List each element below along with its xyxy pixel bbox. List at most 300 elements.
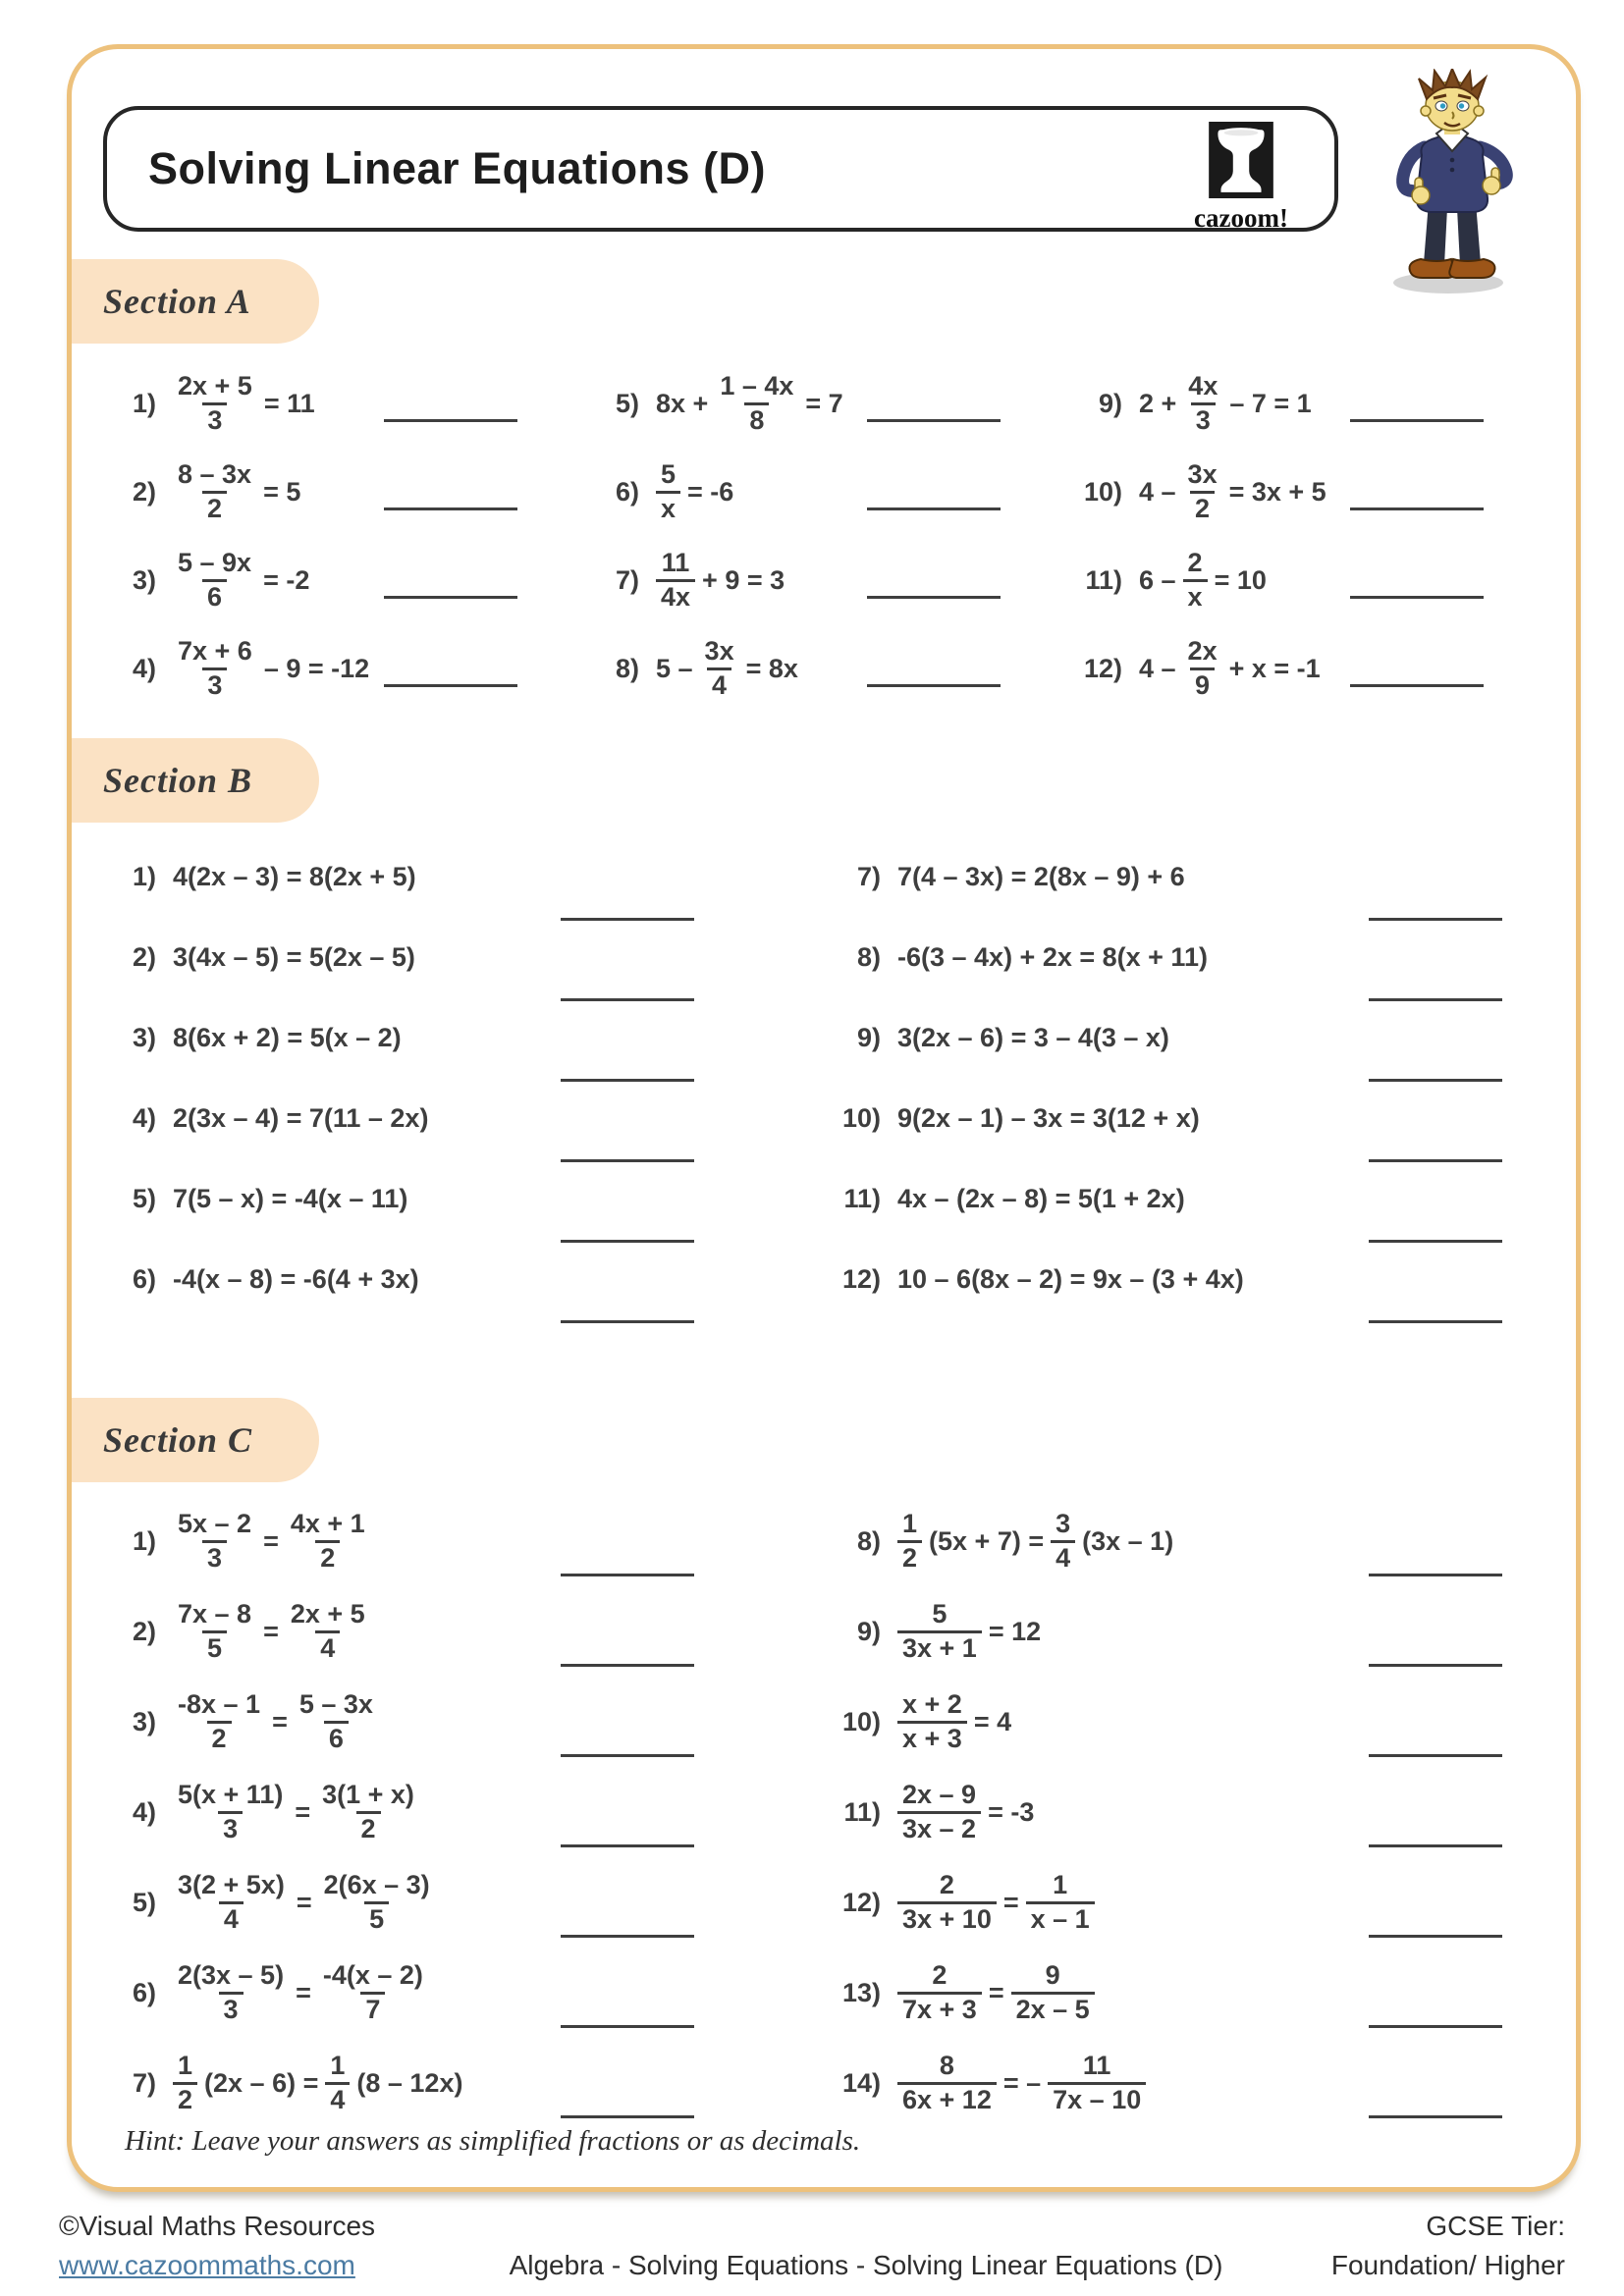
problem-number: 2)	[132, 476, 156, 507]
numerator: 2	[1187, 547, 1203, 577]
djembe-drum-icon	[1209, 122, 1273, 203]
equation-text: + 9 = 3	[702, 564, 785, 595]
problem-row	[824, 1496, 1548, 1586]
denominator: 4	[325, 2082, 350, 2116]
equation	[897, 1023, 1169, 1053]
equation-text: 4 –	[1139, 653, 1176, 683]
numerator: 2x + 5	[178, 370, 252, 400]
problem-row	[99, 1239, 824, 1319]
answer-line	[867, 419, 1001, 422]
sections-container	[99, 259, 1548, 2128]
equation-text: =	[1002, 1887, 1019, 1917]
equation-text: (2x – 6) =	[204, 2067, 319, 2098]
problem-row	[1065, 359, 1548, 448]
fraction	[325, 2051, 350, 2116]
problem-row	[824, 1767, 1548, 1857]
equation	[173, 942, 415, 973]
fraction	[1026, 1870, 1095, 1936]
problem-row	[99, 1948, 824, 2038]
problem-number: 12)	[841, 1263, 881, 1294]
fraction	[319, 1870, 435, 1936]
equation	[173, 1599, 370, 1665]
equation-text: – 9 = -12	[263, 653, 370, 683]
equation-text: = -2	[263, 564, 310, 595]
fraction	[1183, 459, 1222, 525]
equation-text: = 11	[263, 388, 315, 418]
denominator: 6	[324, 1721, 349, 1755]
equation-text: = 10	[1214, 564, 1267, 595]
problem-row	[99, 836, 824, 917]
problem-number: 6)	[132, 1263, 156, 1294]
problem-column	[99, 1496, 824, 2128]
fraction	[173, 459, 256, 525]
website-link[interactable]: www.cazoommaths.com	[59, 2250, 355, 2280]
numerator: 4x	[1188, 370, 1218, 400]
denominator: 2	[173, 2082, 197, 2116]
equation-text: 3(2x – 6) = 3 – 4(3 – x)	[897, 1022, 1169, 1052]
equation	[173, 1509, 370, 1575]
numerator: 2(6x – 3)	[323, 1869, 430, 1899]
fraction	[173, 1960, 289, 2026]
denominator: 3	[219, 1992, 244, 2026]
answer-line	[384, 507, 517, 510]
equation-text: = 4	[973, 1706, 1012, 1736]
denominator: 9	[1190, 667, 1215, 702]
equation-text: =	[295, 1796, 311, 1827]
numerator: 3	[1056, 1508, 1071, 1538]
numerator: 5x – 2	[178, 1508, 252, 1538]
denominator: 8	[744, 402, 769, 437]
problem-column	[99, 836, 824, 1319]
problem-number: 12)	[1083, 653, 1122, 683]
numerator: 3x	[1187, 458, 1218, 489]
denominator: 6	[202, 579, 227, 614]
equation-text: =	[296, 1977, 311, 2007]
numerator: 3(1 + x)	[322, 1779, 414, 1809]
denominator: x	[1183, 579, 1208, 614]
equation-text: 6 –	[1139, 564, 1176, 595]
equation-text: = 8x	[745, 653, 798, 683]
numerator: 5	[661, 458, 677, 489]
equation-text: -4(x – 8) = -6(4 + 3x)	[173, 1263, 419, 1294]
equation	[897, 1780, 1034, 1845]
fraction	[656, 459, 680, 525]
answer-line	[561, 1844, 694, 1847]
problem-number: 8)	[615, 653, 639, 683]
denominator: 6x + 12	[897, 2082, 997, 2116]
problem-column	[824, 1496, 1548, 2128]
problem-row	[824, 1857, 1548, 1948]
problem-number: 6)	[615, 476, 639, 507]
equation	[897, 1103, 1200, 1134]
equation-text: =	[263, 1616, 279, 1646]
equation	[173, 1264, 419, 1295]
equation-text: = 7	[805, 388, 843, 418]
problem-number: 12)	[841, 1887, 881, 1917]
problem-number: 7)	[132, 2067, 156, 2098]
equation-text: 4 –	[1139, 476, 1176, 507]
equation-text: 3(4x – 5) = 5(2x – 5)	[173, 941, 415, 972]
problem-number: 10)	[841, 1102, 881, 1133]
equation	[1139, 548, 1267, 614]
problem-row	[824, 917, 1548, 997]
fraction	[715, 371, 798, 437]
answer-line	[384, 596, 517, 599]
answer-line	[561, 1574, 694, 1576]
answer-line	[1369, 2115, 1502, 2118]
equation-text: 2(3x – 4) = 7(11 – 2x)	[173, 1102, 429, 1133]
equation	[173, 1689, 378, 1755]
answer-line	[561, 1320, 694, 1323]
denominator: 5	[202, 1630, 227, 1665]
section-columns	[99, 836, 1548, 1319]
footer-breadcrumb: Algebra - Solving Equations - Solving Linear Equations (D)	[509, 2250, 1223, 2280]
numerator: 7x + 6	[178, 635, 252, 666]
problem-row	[1065, 448, 1548, 536]
denominator: 7x + 3	[897, 1992, 982, 2026]
numerator: 11	[661, 547, 690, 577]
denominator: 4	[219, 1901, 244, 1936]
problem-row	[99, 1078, 824, 1158]
denominator: 4x	[656, 579, 695, 614]
equation-text: -6(3 – 4x) + 2x = 8(x + 11)	[897, 941, 1208, 972]
footer-right	[1261, 2211, 1565, 2281]
equation-text: = -3	[988, 1796, 1035, 1827]
problem-row	[582, 624, 1065, 713]
problem-number: 4)	[132, 1796, 156, 1827]
denominator: 2	[897, 1540, 922, 1575]
problem-number: 1)	[132, 861, 156, 891]
problem-number: 1)	[132, 388, 156, 418]
denominator: 3	[218, 1811, 243, 1845]
equation-text: 7(4 – 3x) = 2(8x – 9) + 6	[897, 861, 1185, 891]
problem-row	[99, 448, 582, 536]
problem-number: 1)	[132, 1525, 156, 1556]
answer-line	[1369, 1754, 1502, 1757]
problem-column	[582, 359, 1065, 713]
numerator: 1	[902, 1508, 918, 1538]
problem-number: 7)	[615, 564, 639, 595]
denominator: 3	[202, 667, 227, 702]
problem-row	[824, 1586, 1548, 1677]
numerator: 8	[939, 2050, 954, 2080]
problem-row	[99, 1586, 824, 1677]
denominator: 4	[707, 667, 731, 702]
numerator: 2x – 9	[902, 1779, 977, 1809]
fraction	[173, 1870, 290, 1936]
page-title: Solving Linear Equations (D)	[148, 143, 767, 193]
section-a	[99, 259, 1548, 713]
numerator: 1	[330, 2050, 346, 2080]
fraction	[173, 1509, 256, 1575]
problem-number: 3)	[132, 1022, 156, 1052]
problem-row	[824, 836, 1548, 917]
numerator: 5	[932, 1598, 947, 1629]
problem-row	[99, 624, 582, 713]
equation	[173, 1780, 419, 1845]
problem-row	[99, 359, 582, 448]
problem-number: 6)	[132, 1977, 156, 2007]
denominator: 5	[364, 1901, 389, 1936]
problem-row	[824, 2038, 1548, 2128]
numerator: 2	[939, 1869, 954, 1899]
equation	[656, 548, 785, 614]
denominator: 2	[207, 1721, 232, 1755]
answer-line	[561, 1935, 694, 1938]
equation-text: 4(2x – 3) = 8(2x + 5)	[173, 861, 416, 891]
gcse-tier-label: GCSE Tier:	[1426, 2211, 1565, 2241]
equation	[897, 1184, 1185, 1214]
answer-line	[384, 684, 517, 687]
denominator: 3x + 1	[897, 1630, 982, 1665]
cazoom-logo	[1177, 122, 1305, 234]
numerator: 9	[1045, 1959, 1060, 1990]
denominator: x – 1	[1026, 1901, 1095, 1936]
problem-row	[99, 2038, 824, 2128]
footer-left	[59, 2211, 471, 2281]
gcse-tier-value: Foundation/ Higher	[1330, 2250, 1565, 2280]
answer-line	[1369, 1844, 1502, 1847]
numerator: -4(x – 2)	[322, 1959, 423, 1990]
fraction	[1011, 1960, 1095, 2026]
answer-line	[384, 419, 517, 422]
numerator: 5 – 3x	[298, 1688, 373, 1719]
cazoom-logo-text: cazoom!	[1194, 203, 1288, 233]
equation-text: 7(5 – x) = -4(x – 11)	[173, 1183, 408, 1213]
answer-line	[1350, 596, 1484, 599]
numerator: 11	[1082, 2050, 1111, 2080]
problem-number: 11)	[843, 1796, 881, 1827]
numerator: 2(3x – 5)	[178, 1959, 285, 1990]
title-box	[103, 106, 1338, 232]
denominator: x	[656, 491, 680, 525]
problem-number: 11)	[1085, 564, 1122, 595]
problem-column	[1065, 359, 1548, 713]
fraction	[173, 636, 257, 702]
denominator: 3x + 10	[897, 1901, 997, 1936]
problem-row	[824, 1948, 1548, 2038]
equation	[897, 1599, 1041, 1665]
equation-text: =	[988, 1977, 1004, 2007]
denominator: 2	[202, 491, 227, 525]
problem-row	[99, 1677, 824, 1767]
problem-number: 2)	[132, 1616, 156, 1646]
equation	[656, 371, 843, 437]
problem-row	[824, 1158, 1548, 1239]
problem-number: 3)	[132, 564, 156, 595]
equation-text: (3x – 1)	[1082, 1525, 1174, 1556]
equation	[173, 1103, 428, 1134]
equation	[173, 1023, 402, 1053]
equation	[173, 1960, 428, 2026]
problem-number: 10)	[1083, 476, 1122, 507]
fraction	[173, 371, 257, 437]
page-footer	[59, 2211, 1565, 2281]
answer-line	[1369, 1574, 1502, 1576]
problem-row	[582, 448, 1065, 536]
denominator: x + 3	[897, 1721, 967, 1755]
equation	[897, 1870, 1095, 1936]
problem-row	[824, 1078, 1548, 1158]
problem-number: 14)	[841, 2067, 881, 2098]
student-mascot-thumbs-up	[1370, 69, 1535, 301]
problem-row	[824, 997, 1548, 1078]
fraction	[173, 1689, 265, 1755]
equation-text: – 7 = 1	[1229, 388, 1312, 418]
answer-line	[867, 596, 1001, 599]
problem-number: 9)	[856, 1616, 881, 1646]
answer-line	[1350, 419, 1484, 422]
denominator: 4	[315, 1630, 340, 1665]
answer-line	[1369, 1320, 1502, 1323]
denominator: 4	[1051, 1540, 1075, 1575]
numerator: 5(x + 11)	[178, 1779, 284, 1809]
equation	[173, 548, 309, 614]
hint-text: Hint: Leave your answers as simplified fractions or as decimals.	[125, 2125, 861, 2157]
equation	[656, 636, 798, 702]
numerator: 4x + 1	[290, 1508, 365, 1538]
fraction	[897, 1599, 982, 1665]
answer-line	[1369, 1664, 1502, 1667]
equation	[173, 459, 300, 525]
numerator: 3(2 + 5x)	[178, 1869, 285, 1899]
numerator: 8 – 3x	[178, 458, 252, 489]
denominator: 7x – 10	[1048, 2082, 1146, 2116]
numerator: 2x + 5	[290, 1598, 365, 1629]
fraction	[897, 1509, 922, 1575]
denominator: 2	[356, 1811, 381, 1845]
answer-line	[1350, 507, 1484, 510]
numerator: 1 – 4x	[720, 370, 794, 400]
equation-text: 9(2x – 1) – 3x = 3(12 + x)	[897, 1102, 1200, 1133]
equation-text: + x = -1	[1228, 653, 1321, 683]
answer-line	[867, 507, 1001, 510]
problem-column	[99, 359, 582, 713]
fraction	[1048, 2051, 1146, 2116]
problem-number: 2)	[132, 941, 156, 972]
answer-line	[561, 2115, 694, 2118]
fraction	[656, 548, 695, 614]
fraction	[173, 1599, 256, 1665]
problem-row	[1065, 536, 1548, 624]
equation	[897, 1264, 1244, 1295]
numerator: 7x – 8	[178, 1598, 252, 1629]
numerator: 1	[178, 2050, 193, 2080]
fraction	[897, 1689, 967, 1755]
fraction	[1051, 1509, 1075, 1575]
fraction	[897, 1960, 982, 2026]
equation	[1139, 371, 1312, 437]
equation-text: =	[263, 1525, 279, 1556]
problem-number: 8)	[856, 941, 881, 972]
equation-text: 5 –	[656, 653, 693, 683]
numerator: 2x	[1187, 635, 1218, 666]
equation-text: 8x +	[656, 388, 709, 418]
numerator: 1	[1053, 1869, 1068, 1899]
numerator: 3x	[704, 635, 734, 666]
equation	[897, 862, 1185, 892]
answer-line	[561, 2025, 694, 2028]
equation	[173, 2051, 462, 2116]
equation-text: = –	[1002, 2067, 1042, 2098]
denominator: 2	[315, 1540, 340, 1575]
equation	[173, 371, 315, 437]
fraction	[173, 2051, 197, 2116]
equation	[173, 636, 369, 702]
equation-text: 8(6x + 2) = 5(x – 2)	[173, 1022, 402, 1052]
fraction	[286, 1509, 370, 1575]
problem-number: 10)	[841, 1706, 881, 1736]
fraction	[700, 636, 739, 702]
section-label-b: Section B	[72, 738, 319, 823]
fraction	[318, 1960, 428, 2026]
numerator: 2	[932, 1959, 947, 1990]
numerator: 5 – 9x	[178, 547, 252, 577]
problem-number: 13)	[841, 1977, 881, 2007]
equation	[897, 1509, 1173, 1575]
section-columns	[99, 359, 1548, 713]
equation	[173, 1184, 407, 1214]
equation	[897, 1960, 1095, 2026]
answer-line	[561, 1664, 694, 1667]
equation-text: = -6	[687, 476, 734, 507]
equation-text: (8 – 12x)	[356, 2067, 463, 2098]
section-label-c: Section C	[72, 1398, 319, 1482]
problem-row	[824, 1677, 1548, 1767]
numerator: -8x – 1	[178, 1688, 261, 1719]
problem-row	[99, 1767, 824, 1857]
problem-row	[99, 997, 824, 1078]
answer-line	[1369, 2025, 1502, 2028]
fraction	[897, 1870, 997, 1936]
problem-number: 8)	[856, 1525, 881, 1556]
section-b	[99, 738, 1548, 1319]
copyright-text: ©Visual Maths Resources	[59, 2211, 376, 2241]
equation-text: = 12	[988, 1616, 1042, 1646]
fraction	[173, 548, 256, 614]
denominator: 7	[360, 1992, 385, 2026]
problem-number: 5)	[615, 388, 639, 418]
section-columns	[99, 1496, 1548, 2128]
equation	[173, 862, 416, 892]
problem-number: 4)	[132, 653, 156, 683]
equation-text: 4x – (2x – 8) = 5(1 + 2x)	[897, 1183, 1185, 1213]
fraction	[1183, 548, 1208, 614]
problem-number: 9)	[1098, 388, 1122, 418]
section-label-a: Section A	[72, 259, 319, 344]
problem-number: 5)	[132, 1887, 156, 1917]
problem-number: 7)	[856, 861, 881, 891]
problem-row	[99, 1496, 824, 1586]
fraction	[897, 2051, 997, 2116]
equation-text: =	[272, 1706, 288, 1736]
answer-line	[1369, 1935, 1502, 1938]
equation	[897, 942, 1208, 973]
answer-line	[1350, 684, 1484, 687]
answer-line	[867, 684, 1001, 687]
equation	[656, 459, 733, 525]
problem-number: 3)	[132, 1706, 156, 1736]
denominator: 3	[202, 1540, 227, 1575]
equation	[1139, 636, 1321, 702]
equation-text: = 3x + 5	[1228, 476, 1326, 507]
worksheet-frame	[67, 44, 1581, 2192]
equation	[897, 1689, 1011, 1755]
fraction	[295, 1689, 378, 1755]
answer-line	[561, 1754, 694, 1757]
problem-number: 4)	[132, 1102, 156, 1133]
problem-row	[99, 917, 824, 997]
